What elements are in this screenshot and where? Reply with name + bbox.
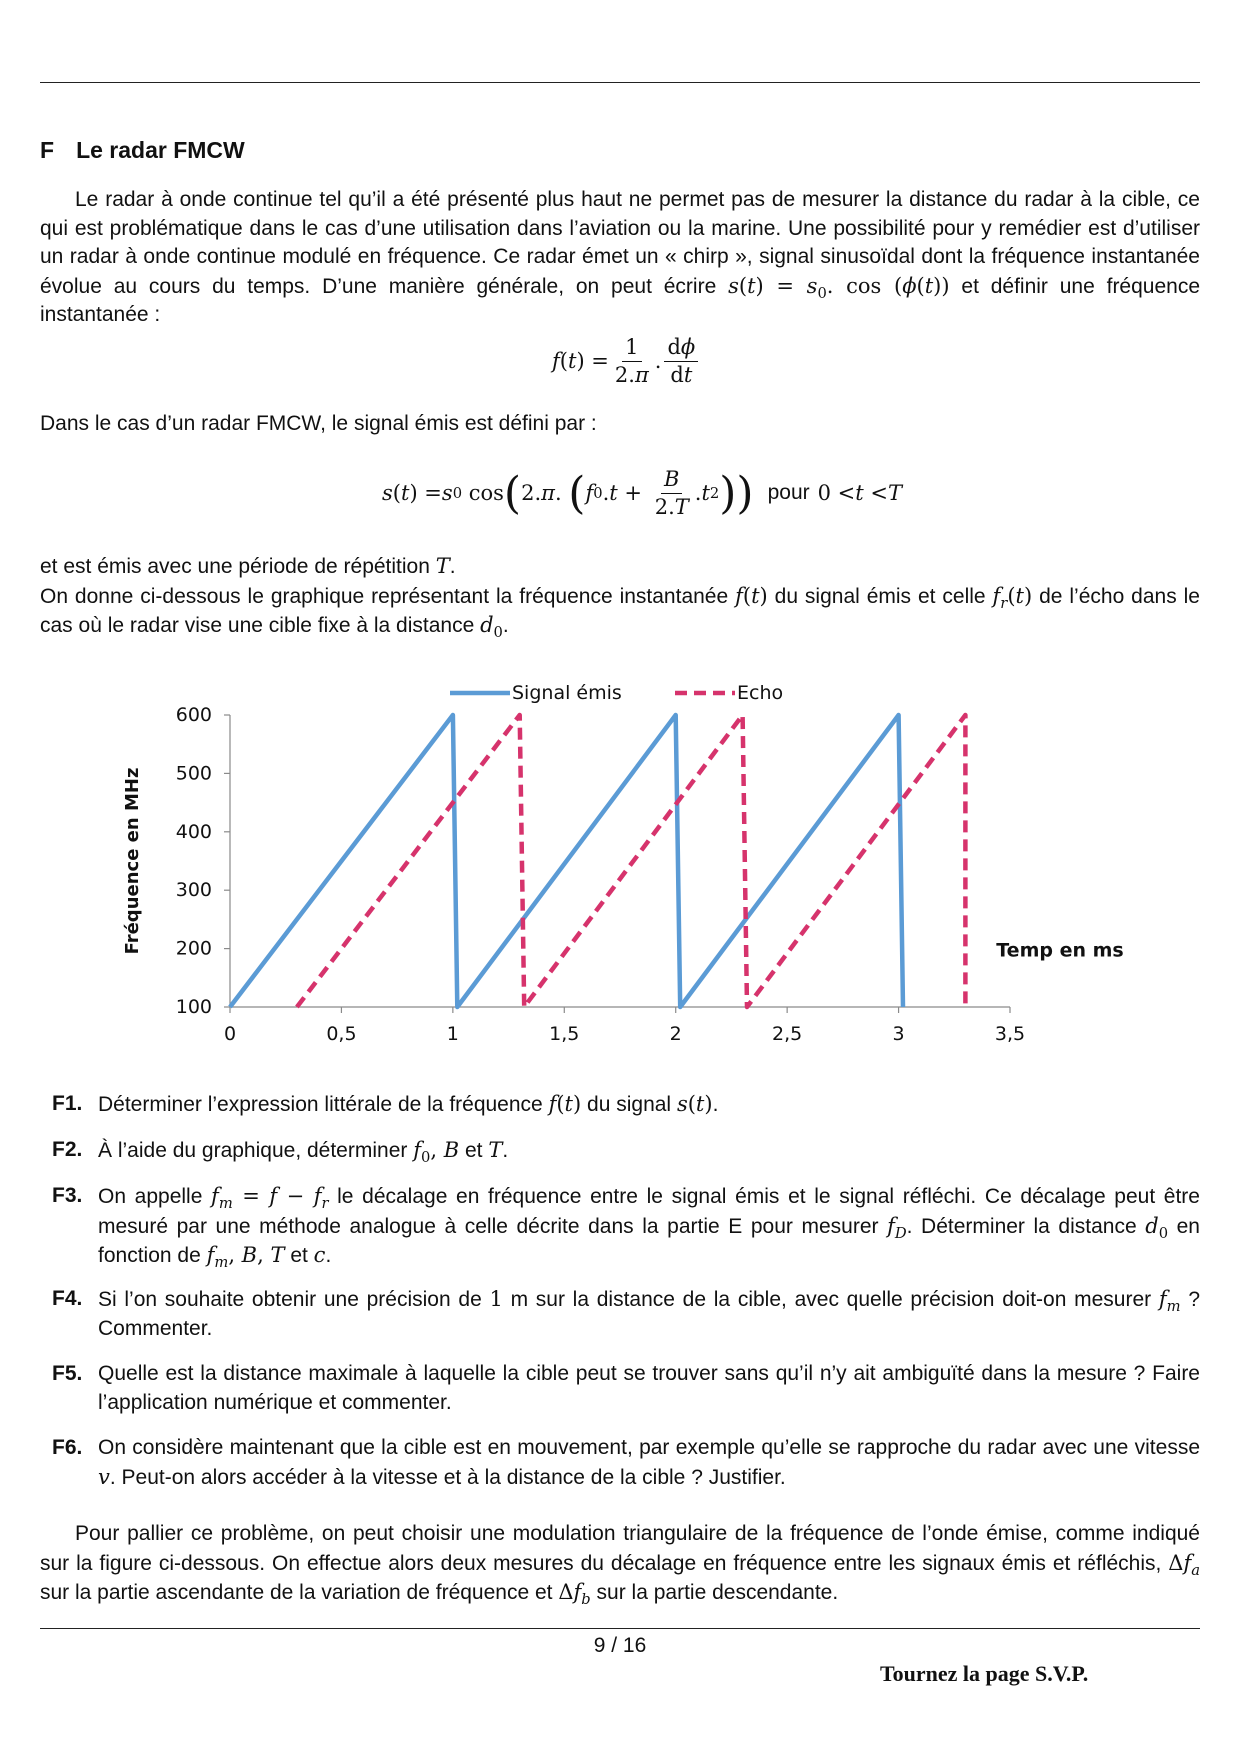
question-text: le décalage en fréquence entre le signal émis et le signal réfléchi. Ce décalage peut être mesuré par une méthode analogue à celle décrite dans la partie E pour mesurer [98, 1185, 1200, 1238]
x-tick-label: 2,5 [772, 1023, 803, 1045]
question-text: . [325, 1244, 332, 1267]
x-tick-label: 3 [892, 1023, 905, 1045]
outro-text: Pour pallier ce problème, on peut choisir une modulation triangulaire de la fréquence de l’onde émise, comme indiqué sur la figure ci-dessous. On effectue alors deux mesures du décalage en fréquence entre les signaux émis et réfléchis, [40, 1522, 1200, 1575]
question-label: F4. [52, 1287, 83, 1310]
question-text: . Déterminer la distance [906, 1214, 1146, 1238]
question-text: On considère maintenant que la cible est en mouvement, par exemple qu’elle se rapproche du radar avec une vitesse [98, 1436, 1200, 1459]
question-text: . [712, 1093, 719, 1116]
question-label: F3. [52, 1184, 83, 1207]
question-f1: F1. Déterminer l’expression littérale de la fréquence f(t) du signal s(t). [52, 1090, 1200, 1120]
section-letter: F [40, 137, 55, 163]
y-axis-label: Fréquence en MHz [122, 767, 143, 955]
x-tick-label: 1 [446, 1023, 459, 1045]
question-text: Si l’on souhaite obtenir une précision de [98, 1288, 490, 1311]
graph-intro-text-3: de l’écho dans le cas où le radar vise une cible fixe à la distance [40, 584, 1200, 637]
outro-text: sur la partie ascendante de la variation de fréquence et [40, 1581, 559, 1604]
question-f5 [52, 1360, 1200, 1417]
question-f4: F4. Si l’on souhaite obtenir une précision de 1 m sur la distance de la cible, avec quelle précision doit-on mesurer $f_m$ ? Commenter. [52, 1287, 1200, 1340]
y-tick-label: 100 [175, 996, 212, 1018]
x-tick-label: 2 [669, 1023, 682, 1045]
question-f6: F6. On considère maintenant que la cible est en mouvement, par exemple qu’elle se rapproche du radar avec une vitesse v. Peut-on alors accéder à la vitesse et à la distance de la cible ? Justifier. [52, 1436, 1200, 1489]
legend-signal-emis-label: Signal émis [512, 682, 622, 704]
equation-frequency: f ( t ) = $\frac{1}{2.\pi}$ . $\frac{d\phi}{dt}$ [552, 334, 701, 389]
y-tick-label: 300 [175, 879, 212, 902]
question-label: F5. [52, 1362, 83, 1385]
eq-pour: pour [767, 481, 810, 505]
outro-paragraph: Pour pallier ce problème, on peut choisir une modulation triangulaire de la fréquence de l’onde émise, comme indiqué sur la figure ci-dessous. On effectue alors deux mesures du décalage en fréquence entre les signaux émis et réfléchis, $\Delta f_a$ sur la partie ascendante de la variation de fréquence et $\Delta f_b$ sur la partie descendante. [40, 1522, 1200, 1609]
x-tick-label: 0 [223, 1023, 237, 1045]
question-text: ? Commenter. [98, 1288, 1200, 1340]
x-tick-label: 0,5 [326, 1023, 357, 1045]
y-tick-label: 200 [175, 937, 212, 960]
page-number: 9 / 16 [593, 1634, 647, 1657]
y-tick-label: 500 [175, 762, 212, 785]
question-text: . Peut-on alors accéder à la vitesse et à la distance de la cible ? Justifier. [109, 1465, 786, 1489]
period-text: et est émis avec une période de répétition [40, 555, 436, 578]
question-label: F2. [52, 1138, 83, 1161]
x-tick-label: 3,5 [994, 1023, 1026, 1045]
question-text: Déterminer l’expression littérale de la fréquence [98, 1093, 549, 1116]
x-axis-label: Temp en ms [996, 939, 1124, 962]
question-text: du signal [581, 1093, 677, 1116]
paragraph-period: et est émis avec une période de répétition T. On donne ci-dessous le graphique représentant la fréquence instantanée f(t) du signal émis et celle $f_r(t)$ de l’écho dans le cas où le radar vise une cible fixe à la distance $d_0$. [40, 554, 1200, 642]
question-text: m sur la distance de la cible, avec quelle précision doit-on mesurer [502, 1288, 1159, 1311]
question-text: À l’aide du graphique, déterminer [98, 1139, 414, 1162]
question-f2: F2. À l’aide du graphique, déterminer $f_0$, B et T. [52, 1138, 509, 1167]
frequency-chart [100, 665, 1140, 1074]
question-text: et [284, 1244, 314, 1267]
turn-page-note: Tournez la page S.V.P. [880, 1661, 1089, 1686]
graph-intro-text: On donne ci-dessous le graphique représentant la fréquence instantanée [40, 584, 736, 608]
paragraph-fmcw: Dans le cas d’un radar FMCW, le signal émis est défini par : [40, 412, 597, 435]
equation-signal: s ( t ) = s 0 cos ( 2. π . ( f 0 . t + $\frac{B}{2.T}$ . t 2 )) pour 0 < t < T [382, 467, 903, 519]
x-tick-label: 1,5 [549, 1023, 580, 1045]
formula-signal: s [728, 273, 739, 298]
question-text: en fonction de [98, 1214, 1200, 1267]
question-f3: F3. On appelle $f_m = f - f_r$ le décalage en fréquence entre le signal émis et le signal réfléchi. Ce décalage peut être mesuré par une méthode analogue à celle décrite dans la partie E pour mesurer $f_D$. Déterminer la distance $d_0$ en fonction de $f_m$, B, T et c. [52, 1184, 1200, 1272]
question-label: F6. [52, 1436, 83, 1459]
outro-text: sur la partie descendante. [590, 1581, 839, 1604]
y-tick-label: 400 [175, 820, 212, 843]
section-title-text: Le radar FMCW [76, 137, 245, 163]
question-text: Quelle est la distance maximale à laquelle la cible peut se trouver sans qu’il n’y ait ambiguïté dans la mesure ? Faire l’application numérique et commenter. [98, 1362, 1200, 1414]
footer-rule [40, 1628, 1200, 1629]
header-rule [40, 82, 1200, 83]
question-text: On appelle [98, 1185, 212, 1208]
intro-paragraph: Le radar à onde continue tel qu’il a été présenté plus haut ne permet pas de mesurer la distance du radar à la cible, ce qui est problématique dans le cas d’une utilisation dans l’aviation ou la marine. Une possibilité pour y remédier est d’utiliser un radar à onde continue modulé en fréquence. Ce radar émet un « chirp », signal sinusoïdal dont la fréquence instantanée évolue au cours du temps. D’une manière générale, on peut écrire $s(t) = s_0$. cos (ϕ(t)) et définir une fréquence instantanée : [40, 188, 1201, 326]
intro-text-end: et définir une fréquence instantanée : [40, 274, 1201, 326]
question-text: et [459, 1139, 489, 1162]
intro-text: Le radar à onde continue tel qu’il a été présenté plus haut ne permet pas de mesurer la distance du radar à la cible, ce qui est problématique dans le cas d’une utilisation dans l’aviation ou la marine. Une possibilité pour y remédier est d’utiliser un radar à onde continue modulé en fréquence. Ce radar émet un « chirp », signal sinusoïdal dont la fréquence instantanée évolue au cours du temps. D’une manière générale, on peut écrire [40, 188, 1200, 298]
y-tick-label: 600 [175, 704, 212, 726]
series-signal-emis-line [230, 715, 903, 1007]
question-label: F1. [52, 1092, 83, 1115]
section-title [40, 136, 245, 165]
chart-svg [100, 665, 1140, 1065]
legend-echo-label: Echo [737, 682, 784, 704]
question-text: . [502, 1139, 509, 1162]
graph-intro-text-2: du signal émis et celle [767, 584, 993, 608]
